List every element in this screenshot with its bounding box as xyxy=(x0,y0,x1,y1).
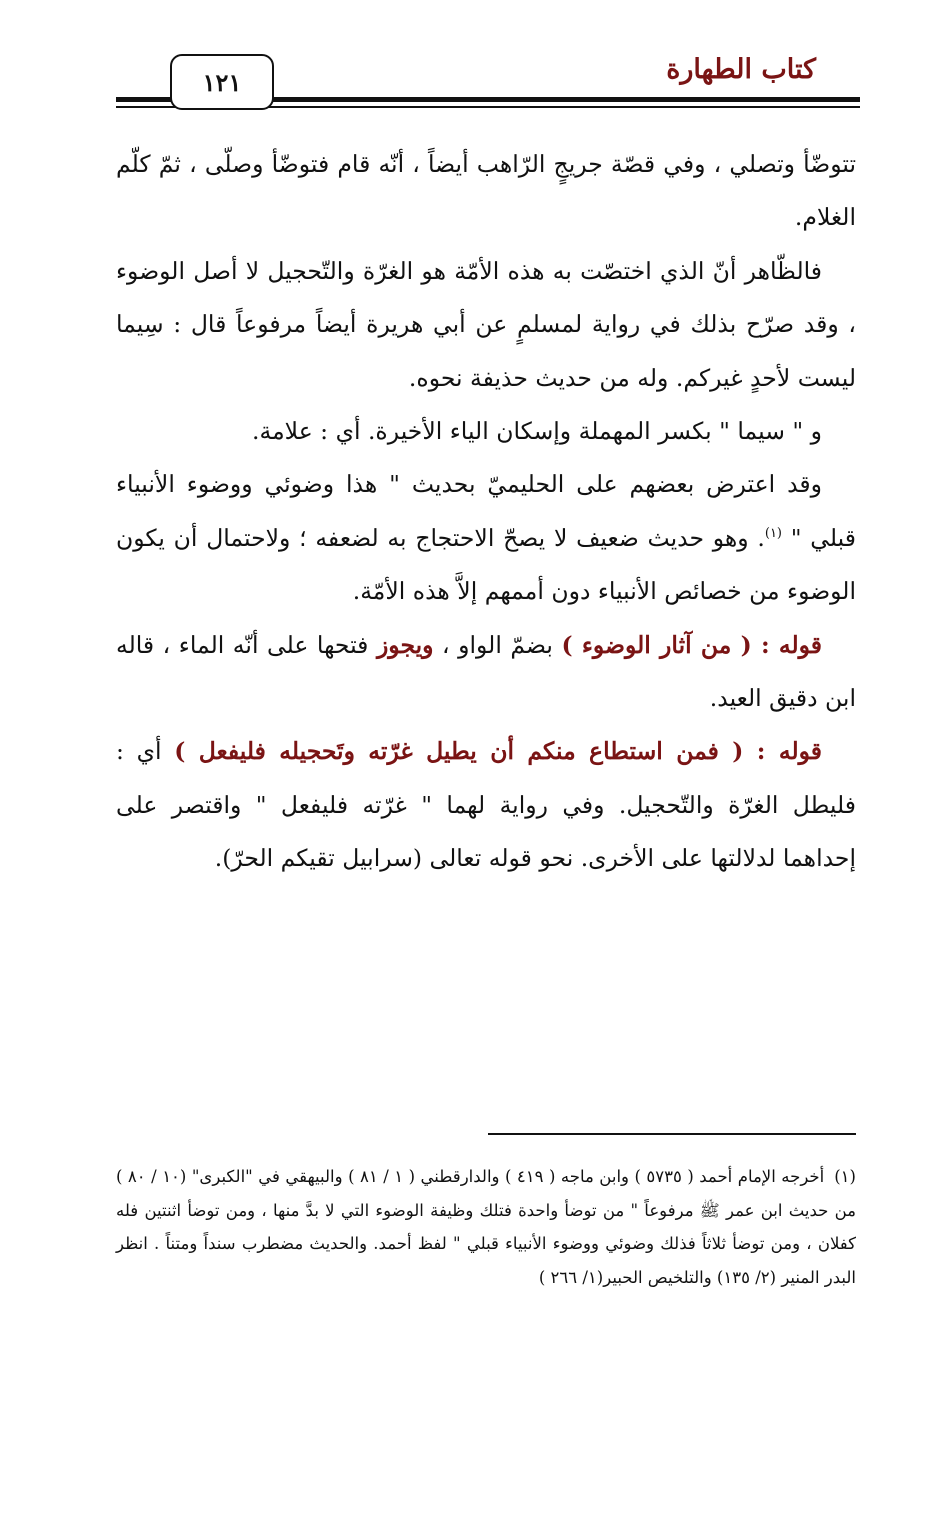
footnote xyxy=(116,1160,856,1294)
main-text xyxy=(116,138,856,886)
book-title: كتاب الطهارة xyxy=(666,54,816,85)
paragraph-4 xyxy=(116,458,856,618)
page-number: ١٢١ xyxy=(202,67,242,97)
qawl-heading-1: قوله : ( من آثار الوضوء ) xyxy=(561,630,823,659)
paragraph-4-text-a: وقد اعترض بعضهم على الحليميّ بحديث " هذا وضوئي ووضوء الأنبياء قبلي " xyxy=(116,470,856,552)
paragraph-4-text-b: . وهو حديث ضعيف لا يصحّ الاحتجاج به لضعفه ؛ ولاحتمال أن يكون الوضوء من خصائص الأنبياء دون أممهم إلاَّ هذه الأمّة. xyxy=(116,523,856,606)
paragraph-3: و " سيما " بكسر المهملة وإسكان الياء الأخيرة. أي : علامة. xyxy=(252,417,822,446)
footnote-number: (١) xyxy=(834,1167,856,1186)
paragraph-6 xyxy=(116,725,856,885)
paragraph-6-text: أي : فليطل الغرّة والتّحجيل. وفي رواية لهما " غرّته فليفعل " واقتصر على إحداهما لدلالتها على الأخرى. نحو قوله تعالى (سرابيل تقيكم الحرّ). xyxy=(116,737,856,873)
yajuz-term: ويجوز xyxy=(376,630,434,659)
footnote-separator xyxy=(488,1133,856,1135)
paragraph-5-text-b: فتحها على أنّه الماء ، قاله ابن دقيق العيد. xyxy=(116,630,856,713)
paragraph-5 xyxy=(116,619,856,726)
footnote-reference[interactable]: (١) xyxy=(764,526,782,542)
page-number-box xyxy=(170,54,274,110)
qawl-heading-2: قوله : ( فمن استطاع منكم أن يطيل غرّته وتَحجيله فليفعل ) xyxy=(174,737,823,766)
paragraph-5-text-a: بضمّ الواو ، xyxy=(433,630,562,659)
footnote-text: أخرجه الإمام أحمد ( ٥٧٣٥ ) وابن ماجه ( ٤١٩ ) والدارقطني ( ١ / ٨١ ) والبيهقي في "الكبرى" (١٠ / ٨٠ ) من حديث ابن عمر ﷺ مرفوعاً " من توضأ واحدة فتلك وظيفة الوضوء التي لا بدَّ منها ، ومن توضأ اثنتين فله كفلان ، ومن توضأ ثلاثاً فذلك وضوئي ووضوء الأنبياء قبلي " لفظ أحمد. والحديث مضطرب سنداً ومتناً . انظر البدر المنير (٢/ ١٣٥) والتلخيص الحبير(١/ ٢٦٦ ) xyxy=(116,1167,856,1287)
paragraph-2: فالظّاهر أنّ الذي اختصّت به هذه الأمّة هو الغرّة والتّحجيل لا أصل الوضوء ، وقد صرّح بذلك في رواية لمسلمٍ عن أبي هريرة أيضاً مرفوعاً قال : سِيما ليست لأحدٍ غيركم. وله من حديث حذيفة نحوه. xyxy=(116,256,856,392)
page-header xyxy=(116,48,860,114)
paragraph-1: تتوضّأ وتصلي ، وفي قصّة جريجٍ الرّاهب أيضاً ، أنّه قام فتوضّأ وصلّى ، ثمّ كلّم الغلام. xyxy=(116,150,856,232)
